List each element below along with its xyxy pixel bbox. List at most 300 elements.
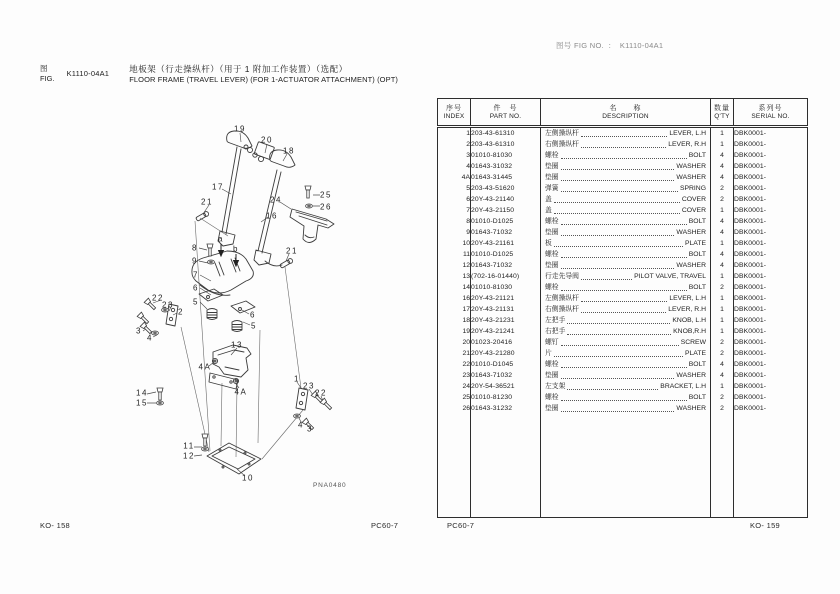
part-no-cell: 20Y-43-21150 — [471, 205, 541, 216]
qty-cell: 1 — [711, 315, 734, 326]
part-no-cell: 01010-D1025 — [471, 216, 541, 227]
index-cell: 26 — [462, 405, 470, 412]
part-no-cell: 01010-81030 — [471, 282, 541, 293]
part-no-cell: 01010-81030 — [471, 150, 541, 161]
serial-cell: DBK0001- — [734, 315, 808, 326]
index-cell: 5 — [466, 185, 470, 192]
description-en: WASHER — [676, 174, 706, 181]
index-cell: 6 — [466, 196, 470, 203]
part-no-cell: 01010-D1025 — [471, 249, 541, 260]
description-en: PLATE — [684, 240, 706, 247]
fig-no-separator: ： — [608, 41, 616, 50]
description-cell — [541, 337, 711, 348]
table-row — [438, 161, 808, 172]
description-cell — [541, 249, 711, 260]
qty-cell: 4 — [711, 359, 734, 370]
col-header-qty — [711, 99, 734, 127]
dot-leader — [567, 334, 671, 335]
col-header-qty-en: Q'TY — [714, 112, 730, 120]
serial-cell: DBK0001- — [734, 381, 808, 392]
callout-23: 23 — [161, 300, 175, 310]
footer-right-page-number: KO- 159 — [750, 521, 781, 530]
description-cell — [541, 260, 711, 271]
callout-b: b — [232, 244, 240, 254]
col-header-serial-no — [734, 99, 808, 127]
description-cn: 行走先导阀 — [545, 273, 579, 280]
description-en: LEVER, L.H — [669, 130, 706, 137]
index-cell: 22 — [462, 361, 470, 368]
description-cn: 螺栓 — [545, 218, 559, 225]
part-no-cell: 203-43-61310 — [471, 139, 541, 150]
empty-cell — [541, 414, 711, 518]
dot-leader — [554, 213, 680, 214]
serial-cell: DBK0001- — [734, 205, 808, 216]
table-row — [438, 392, 808, 403]
table-row — [438, 403, 808, 414]
description-cn: 垫圈 — [545, 372, 559, 379]
description-cn: 螺栓 — [545, 152, 559, 159]
qty-cell: 1 — [711, 139, 734, 150]
description-cn: 盖 — [545, 207, 552, 214]
table-row — [438, 183, 808, 194]
table-row — [438, 172, 808, 183]
part-no-cell: 01010-D1045 — [471, 359, 541, 370]
description-cn: 垫圈 — [545, 262, 559, 269]
col-header-description — [541, 99, 711, 127]
description-cn: 螺钉 — [545, 339, 559, 346]
description-cn: 弹簧 — [545, 185, 559, 192]
serial-cell: DBK0001- — [734, 161, 808, 172]
serial-cell: DBK0001- — [734, 249, 808, 260]
serial-cell: DBK0001- — [734, 127, 808, 140]
serial-cell: DBK0001- — [734, 194, 808, 205]
table-row — [438, 139, 808, 150]
callout-20: 20 — [260, 135, 274, 145]
description-cell — [541, 238, 711, 249]
dot-leader — [561, 235, 675, 236]
description-en: WASHER — [676, 405, 706, 412]
description-cn: 垫圈 — [545, 405, 559, 412]
table-row — [438, 304, 808, 315]
description-en: WASHER — [676, 229, 706, 236]
fig-label-cn: 图 — [40, 64, 48, 73]
description-en: LEVER, L.H — [669, 295, 706, 302]
table-row — [438, 348, 808, 359]
serial-cell: DBK0001- — [734, 150, 808, 161]
figure-title-cn: 地板架（行走操纵杆）（用于 1 附加工作装置）（选配） — [129, 64, 348, 74]
description-cell — [541, 227, 711, 238]
callout-1: 1 — [293, 374, 301, 384]
description-cn: 片 — [545, 350, 552, 357]
description-cell — [541, 348, 711, 359]
part-no-cell: 203-43-61310 — [471, 127, 541, 140]
callout-a: a — [217, 234, 225, 244]
col-header-part-no-en: PART NO. — [489, 112, 522, 120]
serial-cell: DBK0001- — [734, 293, 808, 304]
col-header-part-no-cn: 件 号 — [493, 104, 518, 112]
parts-table — [437, 98, 808, 518]
table-row — [438, 127, 808, 140]
index-cell: 16 — [462, 295, 470, 302]
table-row — [438, 238, 808, 249]
description-cell — [541, 216, 711, 227]
qty-cell: 1 — [711, 326, 734, 337]
description-cell — [541, 326, 711, 337]
dot-leader — [567, 389, 658, 390]
table-row — [438, 282, 808, 293]
part-no-cell: 01643-71032 — [471, 227, 541, 238]
callout-5: 5 — [192, 297, 200, 307]
qty-cell: 4 — [711, 370, 734, 381]
index-cell: 7 — [466, 207, 470, 214]
callout-2: 2 — [177, 307, 185, 317]
callout-10: 10 — [241, 473, 255, 483]
table-row — [438, 326, 808, 337]
callout-6: 6 — [249, 310, 257, 320]
part-no-cell: 203-43-51620 — [471, 183, 541, 194]
part-no-cell: 01643-31445 — [471, 172, 541, 183]
description-en: WASHER — [676, 372, 706, 379]
figure-title-en: FLOOR FRAME (TRAVEL LEVER) (FOR 1-ACTUATOR ATTACHMENT) (OPT) — [129, 75, 398, 84]
callout-3: 3 — [135, 326, 143, 336]
description-en: LEVER, R.H — [668, 306, 706, 313]
qty-cell: 4 — [711, 150, 734, 161]
dot-leader — [581, 312, 666, 313]
serial-cell: DBK0001- — [734, 348, 808, 359]
index-cell: 1 — [466, 130, 470, 137]
part-no-cell: 20Y-43-21241 — [471, 326, 541, 337]
dot-leader — [581, 136, 667, 137]
qty-cell: 2 — [711, 392, 734, 403]
empty-cell — [438, 414, 471, 518]
index-cell: 24 — [462, 383, 470, 390]
serial-cell: DBK0001- — [734, 227, 808, 238]
dot-leader — [561, 290, 687, 291]
col-header-index-cn: 序号 — [446, 104, 462, 112]
part-no-cell: 01643-31232 — [471, 403, 541, 414]
dot-leader — [561, 180, 675, 181]
callout-4: 4 — [297, 420, 305, 430]
qty-cell: 4 — [711, 227, 734, 238]
serial-cell: DBK0001- — [734, 139, 808, 150]
qty-cell: 2 — [711, 403, 734, 414]
part-no-cell: 01010-81230 — [471, 392, 541, 403]
footer-left-page-number: KO- 158 — [40, 521, 71, 530]
callout-8: 8 — [191, 243, 199, 253]
qty-cell: 1 — [711, 238, 734, 249]
description-cn: 左侧操纵杆 — [545, 295, 579, 302]
empty-cell — [711, 414, 734, 518]
description-en: COVER — [681, 196, 706, 203]
callout-16: 16 — [265, 211, 279, 221]
description-en: KNOB,R.H — [673, 328, 706, 335]
table-row — [438, 260, 808, 271]
index-cell: 4A — [461, 174, 470, 181]
dot-leader — [561, 367, 687, 368]
index-cell: 17 — [462, 306, 470, 313]
callout-12: 12 — [182, 451, 196, 461]
table-row — [438, 370, 808, 381]
qty-cell: 4 — [711, 172, 734, 183]
description-en: SCREW — [680, 339, 706, 346]
col-header-description-en: DESCRIPTION — [602, 112, 649, 120]
dot-leader — [561, 345, 679, 346]
callout-4: 4 — [146, 333, 154, 343]
table-header-row — [438, 99, 808, 127]
description-cn: 垫圈 — [545, 229, 559, 236]
index-cell: 13 — [462, 273, 470, 280]
index-cell: 25 — [462, 394, 470, 401]
dot-leader — [554, 202, 680, 203]
description-cn: 板 — [545, 240, 552, 247]
callout-22: 22 — [151, 293, 165, 303]
description-cell — [541, 194, 711, 205]
serial-cell: DBK0001- — [734, 271, 808, 282]
dot-leader — [561, 191, 678, 192]
qty-cell: 2 — [711, 337, 734, 348]
description-cell — [541, 139, 711, 150]
callout-18: 18 — [282, 146, 296, 156]
dot-leader — [581, 279, 632, 280]
qty-cell: 4 — [711, 161, 734, 172]
index-cell: 9 — [466, 229, 470, 236]
callout-24: 24 — [269, 195, 283, 205]
description-en: BOLT — [688, 152, 706, 159]
description-cell — [541, 293, 711, 304]
description-en: BOLT — [688, 394, 706, 401]
index-cell: 20 — [462, 339, 470, 346]
serial-cell: DBK0001- — [734, 370, 808, 381]
table-row — [438, 249, 808, 260]
index-cell: 14 — [462, 284, 470, 291]
fig-no-value: K1110-04A1 — [619, 41, 664, 50]
dot-leader — [561, 400, 687, 401]
table-row — [438, 194, 808, 205]
description-en: BOLT — [688, 284, 706, 291]
description-cell — [541, 127, 711, 140]
index-cell: 3 — [466, 152, 470, 159]
dot-leader — [581, 301, 667, 302]
description-cn: 右把手 — [545, 328, 566, 335]
index-cell: 11 — [462, 251, 470, 258]
description-cell — [541, 205, 711, 216]
description-cell — [541, 381, 711, 392]
dot-leader — [581, 147, 666, 148]
callout-23: 23 — [302, 381, 316, 391]
dot-leader — [567, 323, 670, 324]
qty-cell: 2 — [711, 194, 734, 205]
diagram-watermark: PNA0480 — [313, 482, 347, 489]
table-row — [438, 381, 808, 392]
serial-cell: DBK0001- — [734, 260, 808, 271]
callout-17: 17 — [211, 182, 225, 192]
empty-cell — [734, 414, 808, 518]
col-header-serial-no-en: SERIAL NO. — [751, 112, 790, 120]
callout-11: 11 — [183, 441, 195, 451]
part-no-cell: 20Y-43-21231 — [471, 315, 541, 326]
figure-header — [40, 64, 398, 85]
description-cn: 左侧操纵杆 — [545, 130, 579, 137]
col-header-qty-cn: 数量 — [714, 104, 730, 112]
col-header-serial-no-cn: 系列号 — [758, 104, 783, 112]
callout-7: 7 — [192, 270, 200, 280]
index-cell: 23 — [462, 372, 470, 379]
callout-13: 13 — [230, 340, 244, 350]
col-header-part-no — [471, 99, 541, 127]
description-cell — [541, 359, 711, 370]
callout-4a: 4A — [198, 362, 212, 372]
serial-cell: DBK0001- — [734, 216, 808, 227]
serial-cell: DBK0001- — [734, 326, 808, 337]
dot-leader — [561, 257, 687, 258]
dot-leader — [561, 158, 687, 159]
description-cn: 垫圈 — [545, 174, 559, 181]
description-en: BOLT — [688, 361, 706, 368]
col-header-index — [438, 99, 471, 127]
dot-leader — [561, 378, 675, 379]
dot-leader — [561, 169, 675, 170]
callout-14: 14 — [135, 388, 149, 398]
description-cn: 螺栓 — [545, 394, 559, 401]
description-en: BOLT — [688, 251, 706, 258]
empty-cell — [471, 414, 541, 518]
fig-no-reference — [556, 40, 667, 51]
index-cell: 18 — [462, 317, 470, 324]
description-cell — [541, 315, 711, 326]
description-cell — [541, 183, 711, 194]
qty-cell: 2 — [711, 183, 734, 194]
description-cn: 右侧操纵杆 — [545, 306, 579, 313]
dot-leader — [554, 356, 683, 357]
description-en: WASHER — [676, 262, 706, 269]
serial-cell: DBK0001- — [734, 282, 808, 293]
callout-3: 3 — [306, 424, 314, 434]
dot-leader — [561, 224, 687, 225]
table-row — [438, 337, 808, 348]
qty-cell: 2 — [711, 348, 734, 359]
serial-cell: DBK0001- — [734, 359, 808, 370]
dot-leader — [561, 268, 675, 269]
description-cell — [541, 282, 711, 293]
callout-22: 22 — [314, 388, 328, 398]
exploded-diagram — [125, 105, 365, 505]
part-no-cell: 20Y-43-21131 — [471, 304, 541, 315]
dot-leader — [554, 246, 683, 247]
figure-number: K1110-04A1 — [66, 69, 110, 78]
description-cn: 右侧操纵杆 — [545, 141, 579, 148]
footer-right-model-code: PC60-7 — [447, 521, 475, 530]
qty-cell: 1 — [711, 304, 734, 315]
index-cell: 12 — [462, 262, 470, 269]
index-cell: 8 — [466, 218, 470, 225]
description-en: WASHER — [676, 163, 706, 170]
serial-cell: DBK0001- — [734, 183, 808, 194]
col-header-description-cn: 名 称 — [609, 104, 642, 112]
qty-cell: 1 — [711, 381, 734, 392]
table-row — [438, 227, 808, 238]
serial-cell: DBK0001- — [734, 403, 808, 414]
qty-cell: 4 — [711, 249, 734, 260]
description-cell — [541, 172, 711, 183]
description-cn: 螺栓 — [545, 251, 559, 258]
qty-cell: 1 — [711, 271, 734, 282]
description-cell — [541, 392, 711, 403]
callout-26: 26 — [319, 202, 333, 212]
description-en: SPRING — [679, 185, 706, 192]
description-cn: 盖 — [545, 196, 552, 203]
callout-21: 21 — [285, 246, 299, 256]
table-row — [438, 150, 808, 161]
description-en: PLATE — [684, 350, 706, 357]
description-cn: 螺栓 — [545, 284, 559, 291]
callout-19: 19 — [233, 124, 247, 134]
description-cn: 左支架 — [545, 383, 566, 390]
index-cell: 19 — [462, 328, 470, 335]
description-en: BOLT — [688, 218, 706, 225]
qty-cell: 1 — [711, 127, 734, 140]
callout-25: 25 — [319, 190, 333, 200]
table-row — [438, 205, 808, 216]
table-row — [438, 315, 808, 326]
callout-4a: 4A — [234, 387, 248, 397]
fig-label-en: FIG. — [40, 74, 55, 83]
part-no-cell: 01643-71032 — [471, 370, 541, 381]
table-row — [438, 216, 808, 227]
description-en: PILOT VALVE, TRAVEL — [634, 273, 706, 280]
callout-15: 15 — [135, 398, 149, 408]
description-en: COVER — [681, 207, 706, 214]
part-no-cell: 20Y-43-21140 — [471, 194, 541, 205]
qty-cell: 2 — [711, 282, 734, 293]
fig-no-label: 图号 FIG NO. — [556, 41, 604, 50]
description-cell — [541, 370, 711, 381]
parts-table-body — [438, 127, 808, 518]
index-cell: 10 — [462, 240, 470, 247]
index-cell: 2 — [466, 141, 470, 148]
table-row — [438, 359, 808, 370]
description-en: KNOB, L.H — [672, 317, 706, 324]
qty-cell: 4 — [711, 216, 734, 227]
table-row — [438, 271, 808, 282]
part-no-cell: 20Y-54-36521 — [471, 381, 541, 392]
description-cell — [541, 271, 711, 282]
serial-cell: DBK0001- — [734, 238, 808, 249]
serial-cell: DBK0001- — [734, 172, 808, 183]
part-no-cell: 20Y-43-21121 — [471, 293, 541, 304]
description-cn: 螺栓 — [545, 361, 559, 368]
description-cell — [541, 161, 711, 172]
part-no-cell: 01643-31032 — [471, 161, 541, 172]
description-cell — [541, 150, 711, 161]
dot-leader — [561, 411, 675, 412]
index-cell: 21 — [462, 350, 470, 357]
part-no-cell: 01643-71032 — [471, 260, 541, 271]
part-no-cell: 20Y-43-21280 — [471, 348, 541, 359]
description-cell — [541, 304, 711, 315]
serial-cell: DBK0001- — [734, 337, 808, 348]
qty-cell: 1 — [711, 205, 734, 216]
description-cn: 左把手 — [545, 317, 566, 324]
part-no-cell: 20Y-43-21161 — [471, 238, 541, 249]
table-row — [438, 293, 808, 304]
footer-left-model-code: PC60-7 — [371, 521, 399, 530]
callout-5: 5 — [250, 321, 258, 331]
description-cn: 垫圈 — [545, 163, 559, 170]
part-no-cell: 01023-20416 — [471, 337, 541, 348]
serial-cell: DBK0001- — [734, 392, 808, 403]
part-no-cell: (702-16-01440) — [471, 271, 541, 282]
callout-9: 9 — [191, 256, 199, 266]
